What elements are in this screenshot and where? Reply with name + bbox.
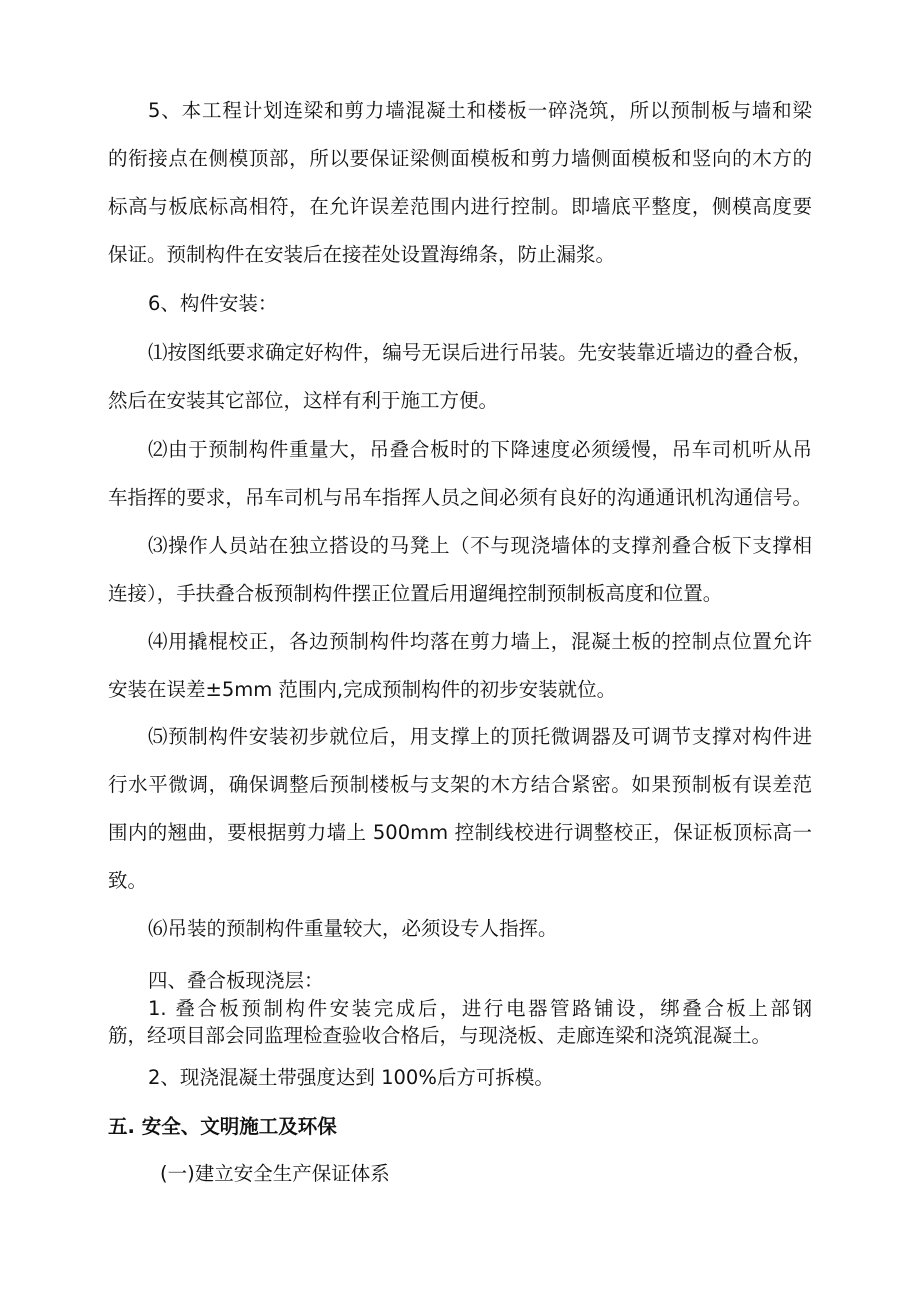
step-3-line-1: ⑶操作人员站在独立搭设的马凳上（不与现浇墙体的支撑剂叠合板下支撑相: [148, 534, 812, 557]
section-4-item-1-line-2: 筋，经项目部会同监理检查验收合格后，与现浇板、走廊连梁和浇筑混凝土。: [108, 1024, 772, 1047]
step-4-line-2: 安装在误差±5mm 范围内,完成预制构件的初步安装就位。: [108, 678, 617, 701]
step-5-line-2: 行水平微调，确保调整后预制楼板与支架的木方结合紧密。如果预制板有误差范: [108, 773, 812, 796]
step-5-line-3: 围内的翘曲，要根据剪力墙上 500mm 控制线校进行调整校正，保证板顶标高一: [108, 821, 812, 844]
section-4-item-2: 2、现浇混凝土带强度达到 100%后方可拆模。: [148, 1066, 554, 1089]
step-6: ⑹吊装的预制构件重量较大，必须设专人指挥。: [148, 917, 558, 940]
paragraph-5-line-2: 的衔接点在侧模顶部，所以要保证梁侧面模板和剪力墙侧面模板和竖向的木方的: [108, 147, 812, 170]
section-4-title: 四、叠合板现浇层：: [148, 969, 324, 992]
section-5-title: 五. 安全、文明施工及环保: [108, 1115, 337, 1138]
paragraph-5-line-4: 保证。预制构件在安装后在接茬处设置海绵条，防止漏浆。: [108, 243, 616, 266]
step-2-line-2: 车指挥的要求，吊车司机与吊车指挥人员之间必须有良好的沟通通讯机沟通信号。: [108, 486, 812, 509]
step-1-line-1: ⑴按图纸要求确定好构件，编号无误后进行吊装。先安装靠近墙边的叠合板，: [148, 341, 812, 364]
step-5-line-4: 致。: [108, 869, 148, 892]
section-4-item-1-line-1: 1. 叠合板预制构件安装完成后，进行电器管路铺设，绑叠合板上部钢: [148, 997, 812, 1020]
paragraph-5-line-3: 标高与板底标高相符，在允许误差范围内进行控制。即墙底平整度，侧模高度要: [108, 195, 812, 218]
section-5-subtitle-1: (一)建立安全生产保证体系: [160, 1162, 390, 1185]
section-6-title: 6、构件安装：: [148, 292, 278, 315]
step-5-line-1: ⑸预制构件安装初步就位后，用支撑上的顶托微调器及可调节支撑对构件进: [148, 725, 812, 748]
step-4-line-1: ⑷用撬棍校正，各边预制构件均落在剪力墙上，混凝土板的控制点位置允许: [148, 630, 812, 653]
step-1-line-2: 然后在安装其它部位，这样有利于施工方便。: [108, 389, 499, 412]
step-3-line-2: 连接），手扶叠合板预制构件摆正位置后用遛绳控制预制板高度和位置。: [108, 582, 723, 605]
step-2-line-1: ⑵由于预制构件重量大，吊叠合板时的下降速度必须缓慢，吊车司机听从吊: [148, 438, 812, 461]
paragraph-5-line-1: 5、本工程计划连梁和剪力墙混凝土和楼板一碎浇筑，所以预制板与墙和梁: [148, 99, 812, 122]
